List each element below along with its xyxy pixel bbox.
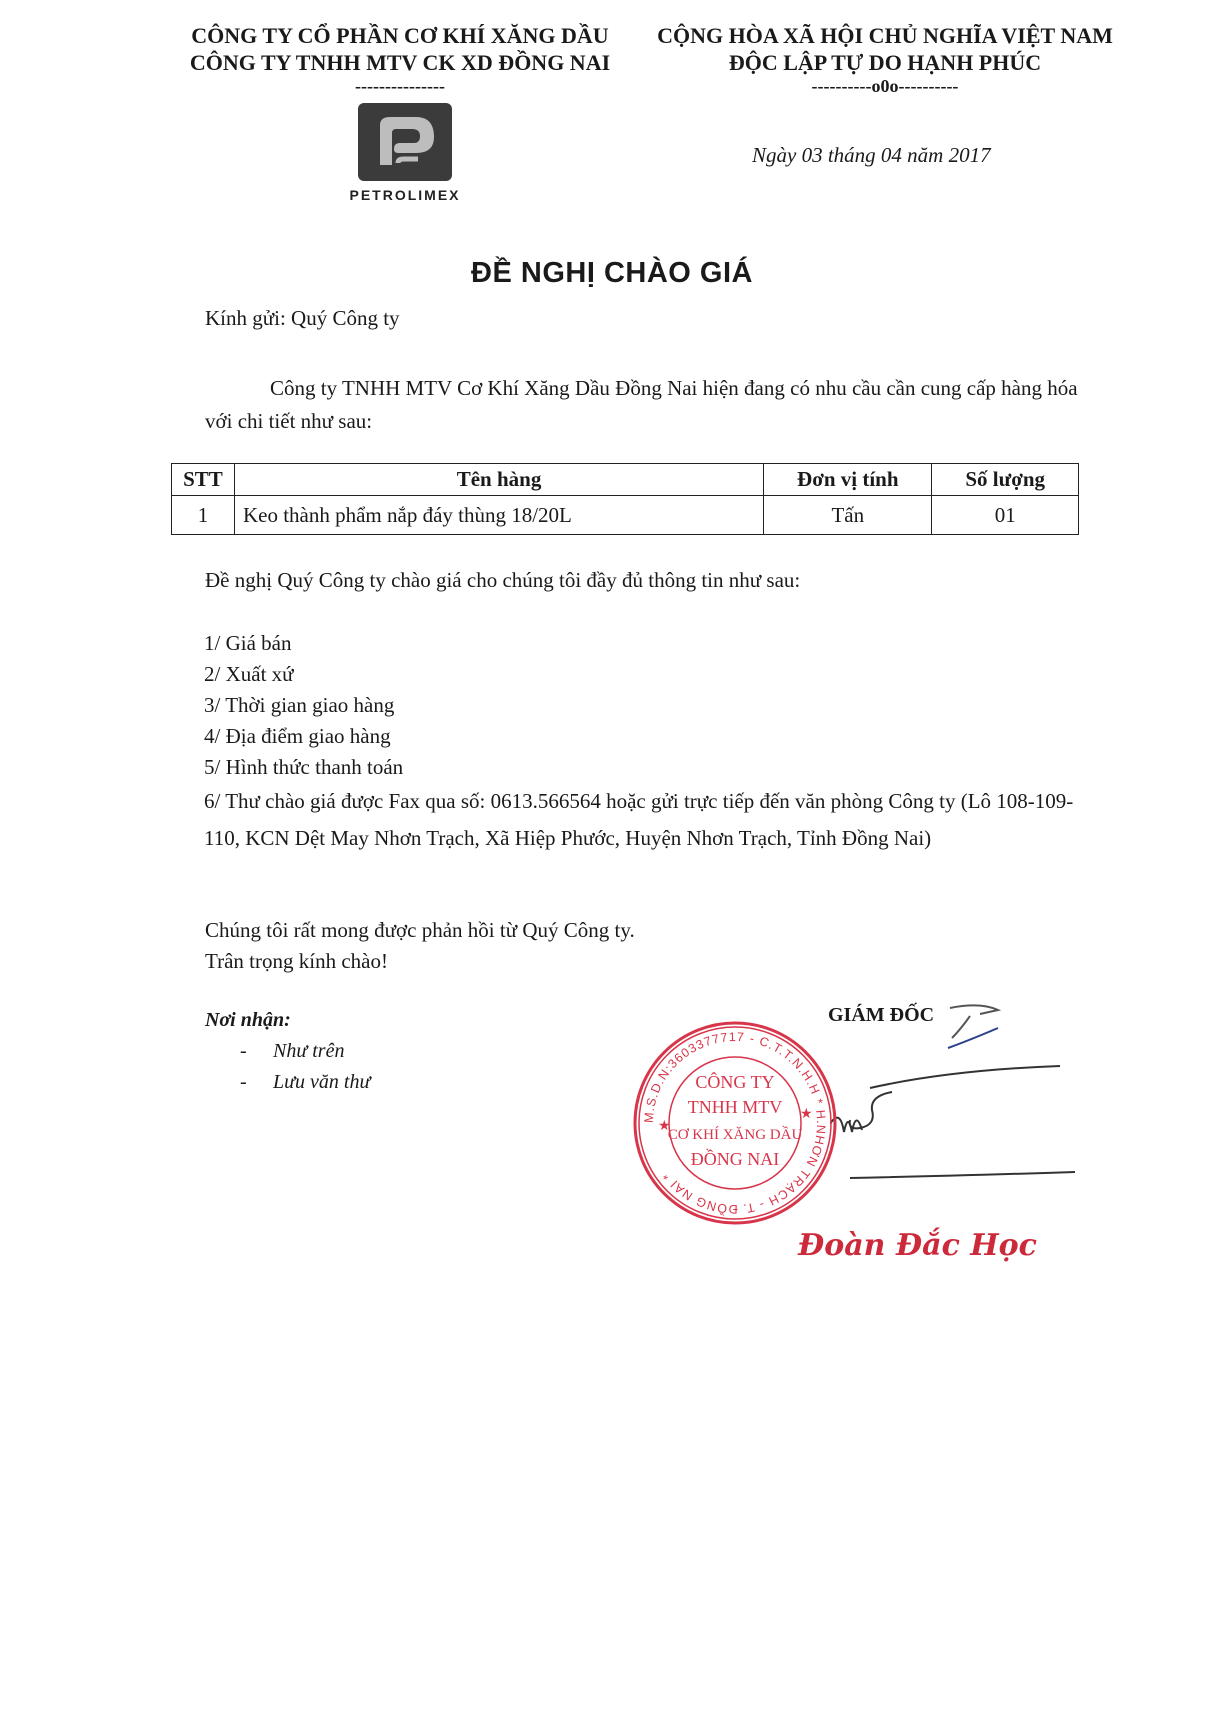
petrolimex-logo-icon <box>358 103 452 181</box>
company-parent-name: CÔNG TY CỔ PHẦN CƠ KHÍ XĂNG DẦU <box>191 23 609 48</box>
col-header-qty: Số lượng <box>932 464 1079 496</box>
signer-name: Đoàn Đắc Học <box>798 1228 1037 1263</box>
stamp-star-icon: ★ <box>800 1107 813 1122</box>
list-item: 4/ Địa điểm giao hàng <box>204 724 391 748</box>
recipients <box>205 1005 370 1098</box>
list-item: 5/ Hình thức thanh toán <box>204 755 404 779</box>
header-left <box>170 22 630 96</box>
requirements-list <box>204 628 403 783</box>
cell-unit: Tấn <box>764 496 932 535</box>
cell-name: Keo thành phẩm nắp đáy thùng 18/20L <box>234 496 763 535</box>
company-name: CÔNG TY TNHH MTV CK XD ĐỒNG NAI <box>189 50 611 75</box>
stamp-star-icon: ★ <box>658 1119 671 1134</box>
handwritten-signature-icon <box>830 1000 1090 1210</box>
company-stamp-icon <box>630 1018 840 1228</box>
stamp-line: CƠ KHÍ XĂNG DẦU <box>667 1127 803 1143</box>
salutation: Kính gửi: Quý Công ty <box>205 306 400 330</box>
table-row <box>172 496 1079 535</box>
recipient-item: - Lưu văn thư <box>240 1071 371 1093</box>
list-item-fax: 6/ Thư chào giá được Fax qua số: 0613.566564 hoặc gửi trực tiếp đến văn phòng Công ty (Lô 108-109-110, KCN Dệt May Nhơn Trạch, Xã Hiệp Phước, Huyện Nhơn Trạch, Tỉnh Đồng Nai) <box>204 789 1074 850</box>
table-header-row <box>172 464 1079 496</box>
national-motto: ĐỘC LẬP TỰ DO HẠNH PHÚC <box>728 50 1042 75</box>
stamp-line: TNHH MTV <box>687 1097 783 1117</box>
col-header-name: Tên hàng <box>234 464 763 496</box>
header-right-rule: ----------o0o---------- <box>811 76 959 96</box>
request-line: Đề nghị Quý Công ty chào giá cho chúng tôi đầy đủ thông tin như sau: <box>205 568 801 592</box>
stamp-line: ĐỒNG NAI <box>690 1149 780 1169</box>
stamp-ring-text: M.S.D.N:3603377717 - C.T.T.N.H.H * H.NHƠN TRẠCH - T. ĐỒNG NAI * <box>641 1029 829 1217</box>
stamp-line: CÔNG TY <box>695 1072 775 1092</box>
list-item: 2/ Xuất xứ <box>204 662 294 686</box>
goods-table <box>171 463 1079 535</box>
header-right <box>650 22 1120 96</box>
director-title: GIÁM ĐỐC <box>828 1004 935 1026</box>
col-header-stt: STT <box>172 464 235 496</box>
intro-paragraph: Công ty TNHH MTV Cơ Khí Xăng Dầu Đồng Nai hiện đang có nhu cầu cần cung cấp hàng hóa với chi tiết như sau: <box>205 376 1078 433</box>
list-item: 3/ Thời gian giao hàng <box>204 693 395 717</box>
closing-line: Chúng tôi rất mong được phản hồi từ Quý Công ty. <box>205 918 635 942</box>
recipients-label: Nơi nhận: <box>205 1009 291 1031</box>
cell-qty: 01 <box>932 496 1079 535</box>
recipient-item: - Như trên <box>240 1040 345 1062</box>
document-title: ĐỀ NGHỊ CHÀO GIÁ <box>471 257 753 289</box>
petrolimex-logo <box>330 103 480 203</box>
closing-greeting: Trân trọng kính chào! <box>205 949 388 973</box>
document-date: Ngày 03 tháng 04 năm 2017 <box>752 143 991 167</box>
col-header-unit: Đơn vị tính <box>764 464 932 496</box>
cell-stt: 1 <box>172 496 235 535</box>
header-left-rule: --------------- <box>355 76 445 96</box>
closing <box>205 915 635 977</box>
national-title: CỘNG HÒA XÃ HỘI CHỦ NGHĨA VIỆT NAM <box>657 23 1113 48</box>
list-item: 1/ Giá bán <box>204 631 292 655</box>
logo-text: PETROLIMEX <box>349 187 461 203</box>
